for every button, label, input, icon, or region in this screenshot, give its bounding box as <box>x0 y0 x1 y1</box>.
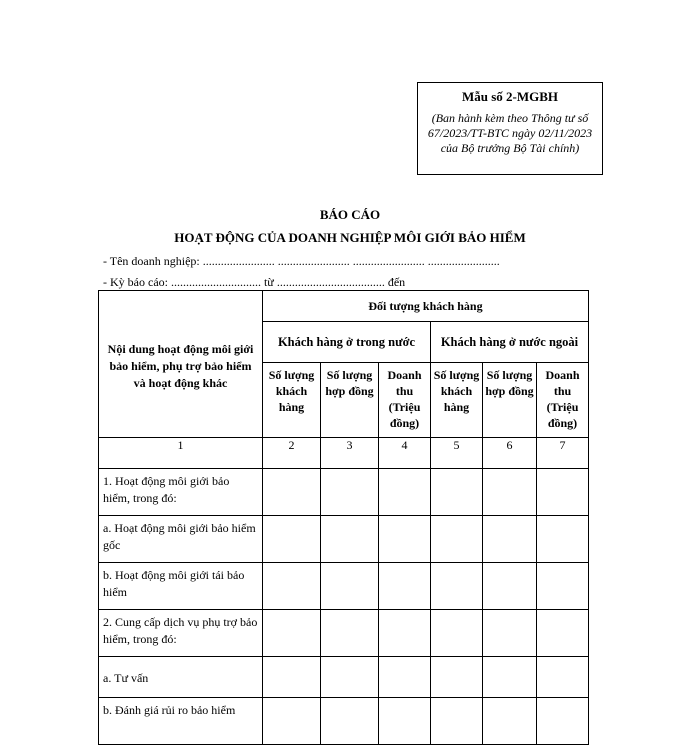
sub-header-domestic-revenue: Doanh thu (Triệu đồng) <box>379 363 431 438</box>
table-row <box>99 657 589 698</box>
data-cell <box>321 469 379 516</box>
data-cell <box>537 610 589 657</box>
row-label: a. Tư vấn <box>99 657 263 698</box>
column-number: 1 <box>99 438 263 469</box>
data-cell <box>321 516 379 563</box>
data-cell <box>537 563 589 610</box>
data-cell <box>379 469 431 516</box>
column-number: 3 <box>321 438 379 469</box>
data-cell <box>263 698 321 745</box>
customer-group-header: Đối tượng khách hàng <box>263 291 589 322</box>
data-cell <box>263 657 321 698</box>
data-cell <box>431 698 483 745</box>
data-cell <box>483 563 537 610</box>
data-cell <box>263 516 321 563</box>
data-cell <box>379 516 431 563</box>
column-number: 4 <box>379 438 431 469</box>
data-cell <box>321 698 379 745</box>
form-code: Mẫu số 2-MGBH <box>461 89 559 104</box>
data-cell <box>431 469 483 516</box>
data-cell <box>537 469 589 516</box>
data-cell <box>379 610 431 657</box>
data-cell <box>379 657 431 698</box>
data-cell <box>483 657 537 698</box>
data-cell <box>483 610 537 657</box>
foreign-customers-header: Khách hàng ở nước ngoài <box>431 322 589 363</box>
row-label: 2. Cung cấp dịch vụ phụ trợ bảo hiểm, trong đó: <box>99 610 263 657</box>
data-cell <box>379 698 431 745</box>
report-table <box>98 290 589 745</box>
report-period-field: - Kỳ báo cáo: .............................. từ .................................... đến <box>103 275 406 289</box>
data-cell <box>537 516 589 563</box>
data-cell <box>483 698 537 745</box>
column-number: 7 <box>537 438 589 469</box>
sub-header-foreign-revenue: Doanh thu (Triệu đồng) <box>537 363 589 438</box>
table-row <box>99 563 589 610</box>
data-cell <box>431 610 483 657</box>
data-cell <box>431 516 483 563</box>
data-cell <box>379 563 431 610</box>
sub-header-domestic-contracts: Số lượng hợp đồng <box>321 363 379 438</box>
company-name-field: - Tên doanh nghiệp: ........................ ........................ ........................ ........................ <box>103 254 500 268</box>
column-number-row <box>99 438 589 469</box>
column-number: 6 <box>483 438 537 469</box>
table-row <box>99 516 589 563</box>
content-column-header: Nội dung hoạt động môi giới bảo hiểm, phụ trợ bảo hiểm và hoạt động khác <box>99 291 263 438</box>
data-cell <box>321 657 379 698</box>
table-row <box>99 698 589 745</box>
data-cell <box>263 469 321 516</box>
data-cell <box>263 563 321 610</box>
row-label: 1. Hoạt động môi giới bảo hiểm, trong đó: <box>99 469 263 516</box>
report-title: BÁO CÁO <box>319 207 381 222</box>
sub-header-foreign-contracts: Số lượng hợp đồng <box>483 363 537 438</box>
table-row <box>99 610 589 657</box>
data-cell <box>431 563 483 610</box>
domestic-customers-header: Khách hàng ở trong nước <box>263 322 431 363</box>
row-label: b. Đánh giá rủi ro bảo hiểm <box>99 698 263 745</box>
data-cell <box>537 698 589 745</box>
data-cell <box>321 563 379 610</box>
data-cell <box>431 657 483 698</box>
report-subtitle: HOẠT ĐỘNG CỦA DOANH NGHIỆP MÔI GIỚI BẢO HIỂM <box>174 230 526 245</box>
form-code-box <box>417 82 603 175</box>
sub-header-domestic-customers: Số lượng khách hàng <box>263 363 321 438</box>
table-row <box>99 469 589 516</box>
data-cell <box>537 657 589 698</box>
row-label: b. Hoạt động môi giới tái bảo hiểm <box>99 563 263 610</box>
sub-header-foreign-customers: Số lượng khách hàng <box>431 363 483 438</box>
column-number: 2 <box>263 438 321 469</box>
row-label: a. Hoạt động môi giới bảo hiểm gốc <box>99 516 263 563</box>
data-cell <box>321 610 379 657</box>
data-cell <box>483 516 537 563</box>
data-cell <box>263 610 321 657</box>
data-cell <box>483 469 537 516</box>
form-issuance-note: (Ban hành kèm theo Thông tư số 67/2023/TT-BTC ngày 02/11/2023 của Bộ trưởng Bộ Tài chính) <box>427 111 593 155</box>
column-number: 5 <box>431 438 483 469</box>
